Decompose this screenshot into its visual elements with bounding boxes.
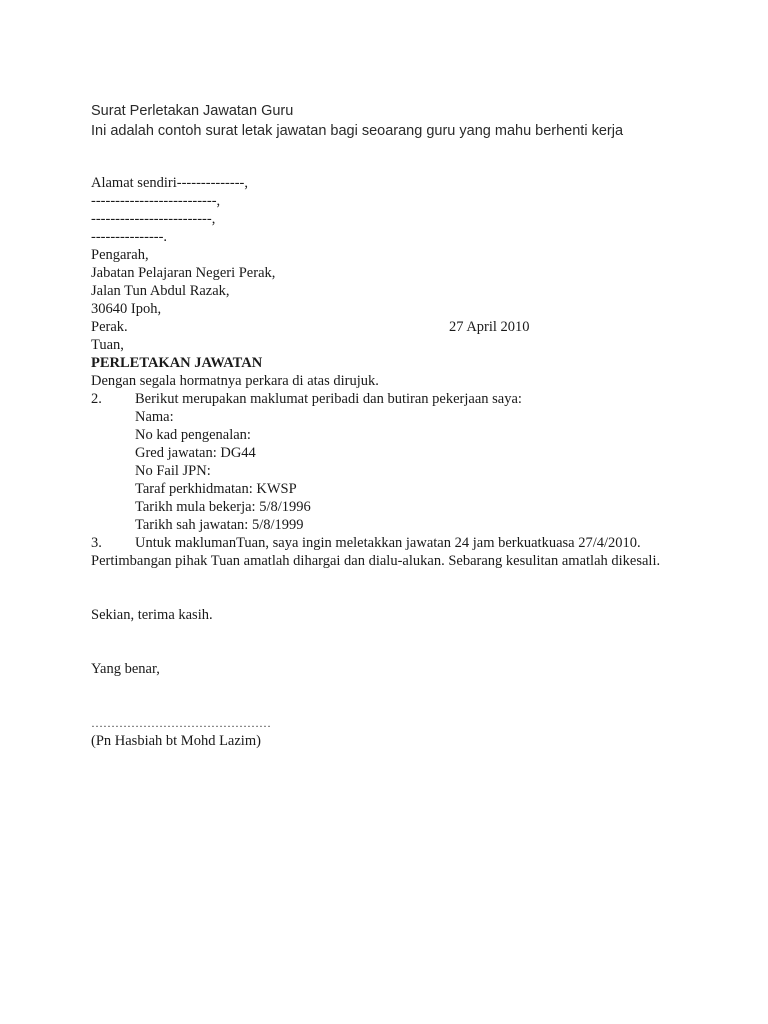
sender-address-line: -------------------------, — [91, 211, 216, 227]
recipient-line: 30640 Ipoh, — [91, 301, 162, 317]
opening-paragraph: Dengan segala hormatnya perkara di atas dirujuk. — [91, 373, 379, 389]
document-subtitle: Ini adalah contoh surat letak jawatan bagi seoarang guru yang mahu berhenti kerja — [91, 123, 624, 139]
spacer — [91, 570, 691, 606]
sender-address — [91, 174, 691, 246]
spacer — [91, 678, 691, 714]
detail-item: Tarikh sah jawatan: 5/8/1999 — [135, 517, 304, 533]
paragraph-text: Untuk maklumanTuan, saya ingin meletakkan jawatan 24 jam berkuatkuasa 27/4/2010. — [135, 535, 641, 551]
recipient-line: Jalan Tun Abdul Razak, — [91, 283, 230, 299]
letter-subject: PERLETAKAN JAWATAN — [91, 355, 263, 371]
recipient-line: Jabatan Pelajaran Negeri Perak, — [91, 265, 276, 281]
salutation: Tuan, — [91, 337, 124, 353]
paragraph-3 — [91, 534, 691, 552]
detail-item: Nama: — [135, 409, 174, 425]
signatory-name: (Pn Hasbiah bt Mohd Lazim) — [91, 733, 261, 749]
letter-date: 27 April 2010 — [449, 319, 530, 335]
signature-line: ……………………………………… — [91, 716, 271, 730]
detail-item: No Fail JPN: — [135, 463, 211, 479]
recipient-line: Pengarah, — [91, 247, 149, 263]
personal-details-list — [91, 408, 691, 534]
detail-item: No kad pengenalan: — [135, 427, 251, 443]
letter-body — [91, 174, 691, 750]
recipient-state: Perak. — [91, 319, 128, 335]
sign-off: Yang benar, — [91, 661, 160, 677]
paragraph-number: 2. — [91, 391, 102, 407]
paragraph-number: 3. — [91, 535, 102, 551]
paragraph-text: Berikut merupakan maklumat peribadi dan butiran pekerjaan saya: — [135, 391, 522, 407]
spacer — [91, 624, 691, 660]
recipient-state-row — [91, 318, 691, 336]
detail-item: Tarikh mula bekerja: 5/8/1996 — [135, 499, 311, 515]
recipient-address — [91, 246, 691, 336]
sender-address-line: --------------------------, — [91, 193, 221, 209]
closing-line: Sekian, terima kasih. — [91, 607, 213, 623]
sender-address-line: ---------------. — [91, 229, 168, 245]
sender-address-line: Alamat sendiri--------------, — [91, 175, 248, 191]
paragraph-2 — [91, 390, 691, 408]
paragraph-3-continuation: Pertimbangan pihak Tuan amatlah dihargai dan dialu-alukan. Sebarang kesulitan amatlah dikesali. — [91, 553, 661, 569]
detail-item: Gred jawatan: DG44 — [135, 445, 256, 461]
detail-item: Taraf perkhidmatan: KWSP — [135, 481, 297, 497]
document-title: Surat Perletakan Jawatan Guru — [91, 103, 294, 119]
